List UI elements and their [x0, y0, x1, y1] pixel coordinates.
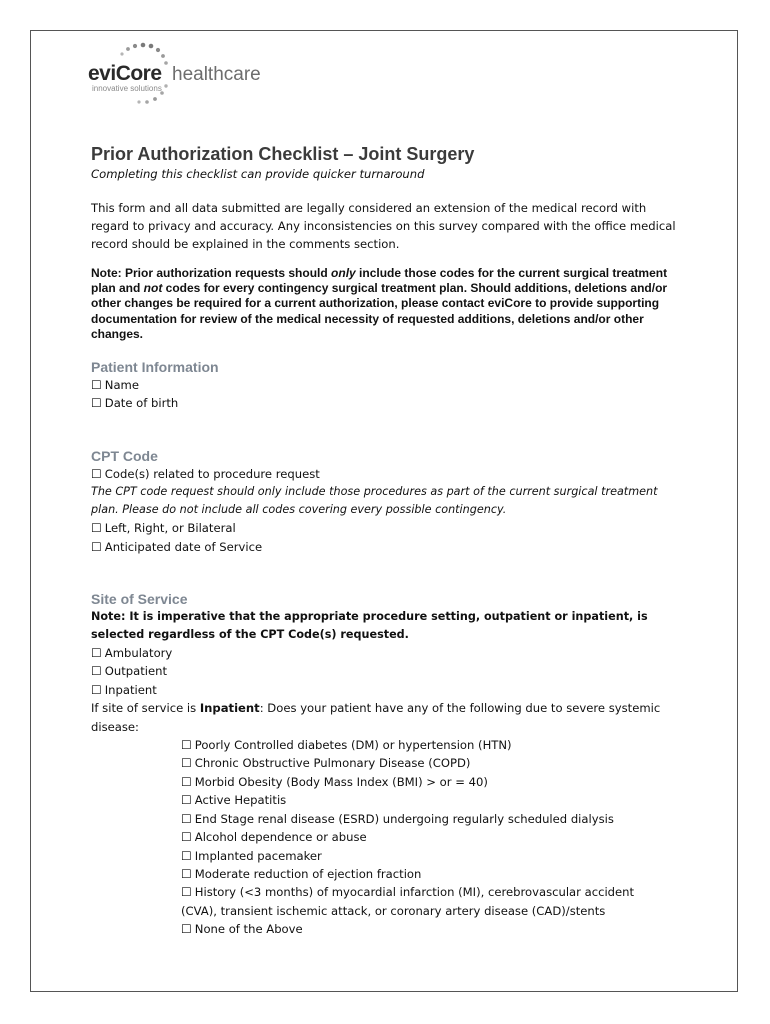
checkbox-label: End Stage renal disease (ESRD) undergoing regularly scheduled dialysis [194, 811, 614, 826]
checkbox-label: Ambulatory [104, 646, 173, 661]
checkbox-label: Morbid Obesity (Body Mass Index (BMI) > or = 40) [194, 774, 488, 789]
checkbox-icon[interactable]: ☐ [181, 866, 192, 881]
patient-section [91, 358, 681, 413]
checkbox-label: Anticipated date of Service [104, 539, 263, 554]
note-text-1: Note: Prior authorization requests should [91, 266, 332, 280]
site-note: Note: It is imperative that the appropriate procedure setting, outpatient or inpatient, is selected regardless of the CPT Code(s) requested. [91, 610, 648, 642]
checkbox-date-of-birth[interactable] [91, 394, 681, 412]
intro-paragraph: This form and all data submitted are legally considered an extension of the medical record with regard to privacy and accuracy. Any inconsistencies on this survey compared with the office medical record should be explained in the comments section. [91, 201, 676, 251]
authorization-note [91, 266, 681, 342]
inpatient-question [91, 699, 681, 736]
checkbox-label: Poorly Controlled diabetes (DM) or hypertension (HTN) [194, 738, 512, 753]
site-heading: Site of Service [91, 591, 188, 608]
cpt-section [91, 447, 681, 556]
note-not-emphasis: not [143, 281, 163, 296]
document-body [91, 143, 681, 939]
checkbox-icon[interactable]: ☐ [181, 922, 192, 937]
checkbox-icon[interactable]: ☐ [91, 466, 102, 481]
checkbox-condition-hepatitis[interactable] [181, 791, 681, 809]
checkbox-icon[interactable]: ☐ [181, 885, 192, 900]
checkbox-label: Moderate reduction of ejection fraction [194, 866, 422, 881]
checkbox-cpt-codes[interactable] [91, 465, 681, 483]
checkbox-label: Alcohol dependence or abuse [194, 830, 367, 845]
site-section [91, 590, 681, 939]
checkbox-laterality[interactable] [91, 519, 681, 537]
checkbox-icon[interactable]: ☐ [91, 664, 102, 679]
evicore-logo [88, 42, 268, 108]
checkbox-icon[interactable]: ☐ [91, 378, 102, 393]
checkbox-condition-none[interactable] [181, 920, 681, 938]
checkbox-icon[interactable]: ☐ [181, 848, 192, 863]
checkbox-icon[interactable]: ☐ [91, 646, 102, 661]
checkbox-condition-esrd[interactable] [181, 810, 681, 828]
checkbox-name[interactable] [91, 376, 681, 394]
checkbox-label: Inpatient [104, 682, 157, 697]
page-subtitle: Completing this checklist can provide quicker turnaround [91, 167, 425, 181]
question-text-b: : Does your patient have any of the following due to severe systemic disease: [91, 701, 661, 734]
checkbox-condition-alcohol[interactable] [181, 828, 681, 846]
checkbox-icon[interactable]: ☐ [181, 738, 192, 753]
patient-heading: Patient Information [91, 359, 219, 376]
checkbox-ambulatory[interactable] [91, 644, 681, 662]
checkbox-condition-copd[interactable] [181, 754, 681, 772]
checkbox-icon[interactable]: ☐ [181, 756, 192, 771]
checkbox-condition-pacemaker[interactable] [181, 847, 681, 865]
checkbox-label: Code(s) related to procedure request [104, 466, 320, 481]
checkbox-condition-obesity[interactable] [181, 773, 681, 791]
checkbox-icon[interactable]: ☐ [181, 811, 192, 826]
checkbox-icon[interactable]: ☐ [91, 396, 102, 411]
checkbox-icon[interactable]: ☐ [181, 830, 192, 845]
checkbox-icon[interactable]: ☐ [91, 521, 102, 536]
checkbox-label: None of the Above [194, 922, 303, 937]
checkbox-label: Chronic Obstructive Pulmonary Disease (COPD) [194, 756, 471, 771]
checkbox-label: Name [104, 378, 139, 393]
checkbox-condition-history[interactable] [181, 883, 671, 920]
page-title: Prior Authorization Checklist – Joint Surgery [91, 144, 475, 164]
question-inpatient-bold: Inpatient [199, 701, 260, 716]
checkbox-label: Active Hepatitis [194, 793, 287, 808]
checkbox-label: Outpatient [104, 664, 168, 679]
checkbox-icon[interactable]: ☐ [181, 793, 192, 808]
condition-list [181, 736, 681, 938]
checkbox-label: Left, Right, or Bilateral [104, 521, 236, 536]
checkbox-icon[interactable]: ☐ [91, 682, 102, 697]
note-text-3: codes for every contingency surgical treatment plan. Should additions, deletions and/or other changes be required for a current authorization, please contact eviCore to provide supporting documentation for review of the medical necessity of requested additions, deletions and/or other changes. [91, 281, 668, 341]
checkbox-service-date[interactable] [91, 538, 681, 556]
checkbox-condition-dm-htn[interactable] [181, 736, 681, 754]
cpt-note: The CPT code request should only include those procedures as part of the current surgical treatment plan. Please do not include all codes covering every possible contingency. [91, 485, 658, 517]
checkbox-label: Implanted pacemaker [194, 848, 322, 863]
checkbox-label: History (<3 months) of myocardial infarction (MI), cerebrovascular accident (CVA), transient ischemic attack, or coronary artery disease (CAD)/stents [181, 885, 635, 918]
checkbox-label: Date of birth [104, 396, 179, 411]
logo-healthcare: healthcare [172, 64, 261, 85]
note-only-emphasis: only [331, 266, 356, 280]
checkbox-outpatient[interactable] [91, 662, 681, 680]
checkbox-icon[interactable]: ☐ [91, 539, 102, 554]
note-text-2: include those codes for the current surgical treatment plan and [91, 266, 668, 296]
checkbox-inpatient[interactable] [91, 681, 681, 699]
checkbox-icon[interactable]: ☐ [181, 774, 192, 789]
checkbox-condition-ejection-fraction[interactable] [181, 865, 681, 883]
logo-tagline: innovative solutions [92, 84, 162, 93]
cpt-heading: CPT Code [91, 447, 158, 464]
logo-brand: eviCore [88, 62, 162, 85]
question-text-a: If site of service is [91, 701, 200, 716]
